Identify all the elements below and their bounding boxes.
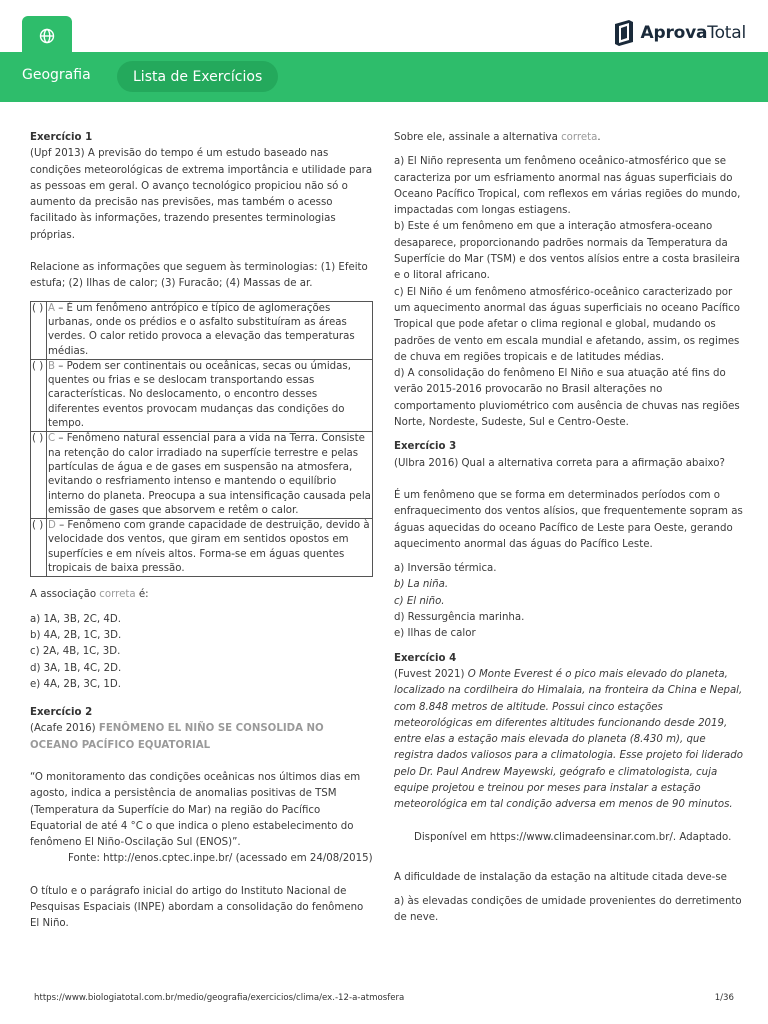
row-text: – Fenômeno natural essencial para a vida na Terra. Consiste na retenção do calor irradiado na superfície terrestre e pelas partículas de água e de gases em suspensão na atmosfera, evitando o resfriamento intenso e mantendo o equilíbrio interno do planeta. Preocupa a sua intensificação causada pela emissão de gases que absorvem e retêm o calor.: [48, 433, 371, 516]
option-item[interactable]: a) El Niño representa um fenômeno oceânico-atmosférico que se caracteriza por um esfriamento anormal nas águas superficiais do Oceano Pacífico Tropical, com reflexos em várias regiões do mundo, impactadas com longas estiagens.: [394, 156, 741, 217]
row-label: D: [48, 520, 56, 532]
exercise-2-source-tag: (Acafe 2016): [30, 723, 96, 735]
logo-icon: [613, 18, 635, 48]
option-item[interactable]: b) Este é um fenômeno em que a interação atmosfera-oceano desaparece, proporcionando padrões normais da Temperatura da Superfície do Mar (TSM) e dos ventos alísios entre a costa brasileira e o litoral africano.: [394, 221, 741, 282]
row-label: C: [48, 433, 56, 445]
section-pill[interactable]: Lista de Exercícios: [117, 61, 278, 92]
row-desc: [47, 359, 373, 431]
exercise-4-source: Disponível em https://www.climadeensinar.com.br/. Adaptado.: [414, 831, 732, 843]
exercise-2-title: Exercício 2: [30, 707, 93, 719]
row-text: – Podem ser continentais ou oceânicas, secas ou úmidas, quentes ou frias e se deslocam transportando essas características. No deslocamento, o encontro desses diferentes eventos provocam mudanças das condições do tempo.: [48, 360, 351, 430]
exercise-1-title: Exercício 1: [30, 132, 93, 143]
exercise-3-statement: É um fenômeno que se forma em determinados períodos com o enfraquecimento dos ventos alísios, que frequentemente sopram as águas aquecidas do oceano Pacífico de Leste para Oeste, gerando aquecimento anormal das águas do Pacífico Leste.: [394, 489, 743, 550]
table-row: [31, 301, 373, 359]
table-row: [31, 432, 373, 519]
table-row: [31, 359, 373, 431]
option-item[interactable]: b) 4A, 2B, 1C, 3D.: [30, 629, 122, 641]
exercise-2-headline: FENÔMENO EL NIÑO SE CONSOLIDA NO OCEANO PACÍFICO EQUATORIAL: [30, 723, 324, 751]
association-table: [30, 301, 373, 578]
option-item[interactable]: b) La niña.: [394, 579, 449, 591]
option-item[interactable]: d) 3A, 1B, 4C, 2D.: [30, 662, 122, 674]
option-item[interactable]: d) Ressurgência marinha.: [394, 612, 525, 624]
exercise-2-quote: “O monitoramento das condições oceânicas nos últimos dias em agosto, indica a persistência de anomalias positivas de TSM (Temperatura da Superfície do Mar) na região do Pacífico Equatorial de até 4 °C o que indica o pleno estabelecimento do fenômeno El Niño-Oscilação Sul (ENOS)”.: [30, 771, 361, 849]
footer-url[interactable]: https://www.biologiatotal.com.br/medio/geografia/exercicios/clima/ex.-12-a-atmosfera: [34, 993, 405, 1003]
row-desc: [47, 519, 373, 577]
exercise-4-question: A dificuldade de instalação da estação na altitude citada deve-se: [394, 871, 727, 883]
row-paren[interactable]: ( ): [31, 301, 47, 359]
exercise-4-body: [394, 667, 744, 814]
page-footer: [34, 993, 734, 1003]
option-item[interactable]: a) Inversão térmica.: [394, 563, 497, 575]
option-item[interactable]: c) El Niño é um fenômeno atmosférico-oceânico caracterizado por um aquecimento anormal das águas superficiais no oceano Pacífico Tropical que pode afetar o clima regional e global, mudando os padrões de vento em escala mundial e afetando, assim, os regimes de chuva em regiões tropicais e de latitudes médias.: [394, 286, 740, 363]
globe-tab[interactable]: [22, 16, 72, 56]
exercise-1-options: [30, 612, 375, 693]
subject-link[interactable]: Geografia: [22, 67, 91, 83]
table-row: [31, 519, 373, 577]
right-column: [394, 130, 744, 927]
header-bar: [0, 52, 768, 102]
row-label: B: [48, 360, 55, 372]
row-paren[interactable]: ( ): [31, 359, 47, 431]
exercise-1-instruction: Relacione as informações que seguem às terminologias: (1) Efeito estufa; (2) Ilhas de calor; (3) Furacão; (4) Massas de ar.: [30, 262, 368, 290]
option-item[interactable]: c) El niño.: [394, 595, 445, 607]
row-paren[interactable]: ( ): [31, 519, 47, 577]
option-item[interactable]: d) A consolidação do fenômeno El Niño e sua atuação até fins do verão 2015-2016 provocarão no Brasil alterações no comportamento pluviométrico com ausência de chuvas nas regiões Norte, Nordeste, Sudeste, Sul e Centro-Oeste.: [394, 368, 740, 429]
row-desc: [47, 432, 373, 519]
option-item[interactable]: e) 4A, 2B, 3C, 1D.: [30, 678, 121, 690]
option-item[interactable]: a) às elevadas condições de umidade provenientes do derretimento de neve.: [394, 896, 742, 924]
exercise-2-header: [30, 721, 375, 754]
row-desc: [47, 301, 373, 359]
aprovatotal-logo[interactable]: [613, 18, 746, 48]
exercise-3-intro: (Ulbra 2016) Qual a alternativa correta para a afirmação abaixo?: [394, 457, 725, 469]
logo-text: AprovaTotal: [640, 23, 746, 43]
exercise-2-source: Fonte: http://enos.cptec.inpe.br/ (acessado em 24/08/2015): [68, 853, 373, 865]
left-column: [30, 130, 375, 933]
row-label: A: [48, 302, 55, 314]
exercise-2-lead: Sobre ele, assinale a alternativa correta.: [394, 132, 601, 143]
exercise-1-intro: (Upf 2013) A previsão do tempo é um estudo baseado nas condições meteorológicas de extrema importância e utilidade para as pessoas em geral. O avanço tecnológico propiciou não só o aumento da precisão nas previsões, mas também o acesso facilitado às informações, trazendo presentes terminologias próprias.: [30, 148, 373, 241]
exercise-1-question: A associação correta é:: [30, 589, 149, 601]
globe-icon: [39, 28, 55, 44]
page-number: 1/36: [714, 993, 734, 1003]
exercise-3-title: Exercício 3: [394, 441, 457, 453]
option-item[interactable]: c) 2A, 4B, 1C, 3D.: [30, 646, 121, 658]
exercise-2-text: O título e o parágrafo inicial do artigo do Instituto Nacional de Pesquisas Espaciais (INPE) abordam a consolidação do fenômeno El Niño.: [30, 885, 364, 930]
exercise-4-title: Exercício 4: [394, 652, 457, 664]
option-item[interactable]: a) 1A, 3B, 2C, 4D.: [30, 613, 121, 625]
option-item[interactable]: e) Ilhas de calor: [394, 628, 476, 640]
row-paren[interactable]: ( ): [31, 432, 47, 519]
row-text: – É um fenômeno antrópico e típico de aglomerações urbanas, onde os prédios e o asfalto substituíram as áreas verdes. O calor retido provoca a elevação das temperaturas médias.: [48, 302, 355, 357]
exercise-3-options: [394, 561, 744, 642]
exercise-4-text: O Monte Everest é o pico mais elevado do planeta, localizado na cordilheira do Himalaia, na fronteira da China e Nepal, com 8.848 metros de altitude. Possui cinco estações meteorológicas em diferentes altitudes funcionando desde 2019, entre elas a estação mais elevada do planeta (8.430 m), que registra dados valiosos para a climatologia. Esse projeto foi liderado pelo Dr. Paul Andrew Mayewski, geógrafo e climatologista, cuja equipe projetou e treinou por meses para instalar a estação meteorológica em tal condição adversa em menos de 90 minutos.: [394, 668, 743, 811]
row-text: – Fenômeno com grande capacidade de destruição, devido à velocidade dos ventos, que giram em sentidos opostos em superfícies e em níveis altos. Forma-se em águas quentes tropicais de baixa pressão.: [48, 520, 370, 575]
exercise-4-source-tag: (Fuvest 2021): [394, 668, 465, 680]
